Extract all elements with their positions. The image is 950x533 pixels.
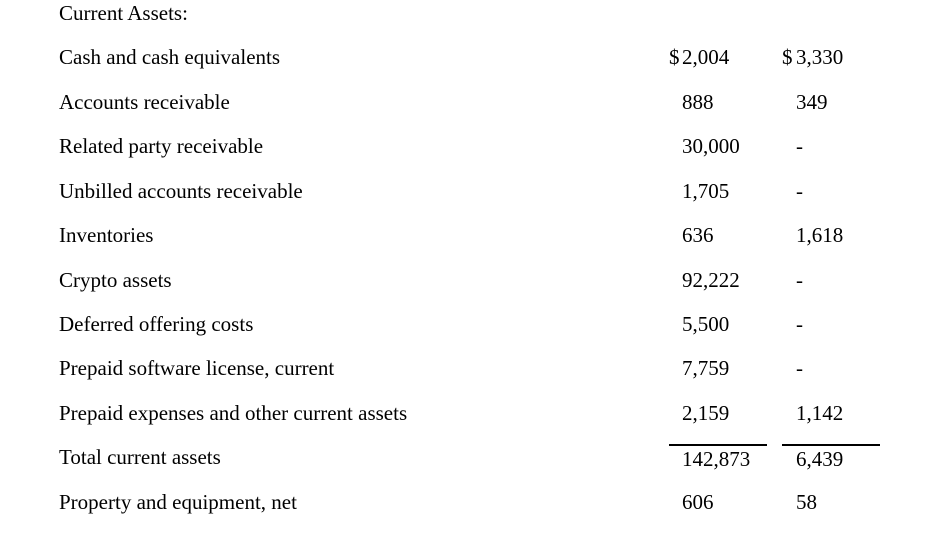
amount-col1 — [669, 89, 767, 115]
amount-value: 636 — [682, 223, 714, 248]
table-row — [0, 355, 950, 399]
amount-col1 — [669, 0, 767, 26]
amount-value: 606 — [682, 489, 714, 514]
table-row — [0, 178, 950, 222]
row-label: Cash and cash equivalents — [59, 45, 281, 70]
amount-col1 — [669, 267, 767, 293]
section-header-row — [0, 0, 950, 44]
amount-col2 — [782, 400, 880, 426]
amount-col2 — [782, 0, 880, 26]
amount-value: - — [796, 356, 803, 381]
amount-value: 2,159 — [682, 400, 730, 425]
amount-col1 — [669, 400, 767, 426]
row-label: Crypto assets — [59, 267, 172, 292]
row-label: Accounts receivable — [59, 89, 230, 114]
amount-col2 — [782, 178, 880, 204]
amount-value: 1,618 — [796, 223, 844, 248]
amount-col1 — [669, 489, 767, 515]
amount-value: - — [796, 267, 803, 292]
amount-value: - — [796, 134, 803, 159]
table-row — [0, 222, 950, 266]
amount-col2 — [782, 267, 880, 293]
amount-value: 1,705 — [682, 178, 730, 203]
table-row — [0, 267, 950, 311]
amount-value: 30,000 — [682, 134, 740, 159]
amount-col1 — [669, 178, 767, 204]
amount-col2 — [782, 444, 880, 472]
amount-value: 5,500 — [682, 311, 730, 336]
amount-col2 — [782, 44, 880, 70]
currency-symbol: $ — [669, 45, 680, 70]
amount-col1 — [669, 311, 767, 337]
table-row — [0, 44, 950, 88]
total-row — [0, 444, 950, 488]
row-label: Prepaid software license, current — [59, 356, 335, 381]
amount-value: 92,222 — [682, 267, 740, 292]
amount-value: 58 — [796, 489, 817, 514]
amount-value: 888 — [682, 89, 714, 114]
amount-value: - — [796, 178, 803, 203]
amount-value: 1,142 — [796, 400, 844, 425]
row-label: Total current assets — [59, 445, 221, 470]
amount-col1 — [669, 444, 767, 472]
amount-col1 — [669, 133, 767, 159]
currency-symbol: $ — [782, 45, 793, 70]
table-row — [0, 311, 950, 355]
amount-value: 2,004 — [682, 45, 730, 70]
amount-col2 — [782, 89, 880, 115]
row-label: Current Assets: — [59, 1, 188, 25]
row-label: Deferred offering costs — [59, 311, 254, 336]
table-row — [0, 133, 950, 177]
amount-value: - — [796, 311, 803, 336]
amount-value: 3,330 — [796, 45, 844, 70]
amount-col2 — [782, 311, 880, 337]
amount-col2 — [782, 222, 880, 248]
row-label: Prepaid expenses and other current assets — [59, 400, 408, 425]
table-row — [0, 489, 950, 533]
amount-col2 — [782, 489, 880, 515]
amount-value: 7,759 — [682, 356, 730, 381]
row-label: Inventories — [59, 223, 154, 248]
row-label: Related party receivable — [59, 134, 264, 159]
row-label: Property and equipment, net — [59, 489, 297, 514]
table-row — [0, 400, 950, 444]
amount-col1 — [669, 355, 767, 381]
amount-col1 — [669, 222, 767, 248]
amount-value: 6,439 — [796, 447, 844, 472]
amount-value: 349 — [796, 89, 828, 114]
amount-col2 — [782, 133, 880, 159]
row-label: Unbilled accounts receivable — [59, 178, 303, 203]
amount-col1 — [669, 44, 767, 70]
amount-value: 142,873 — [682, 447, 751, 472]
table-row — [0, 89, 950, 133]
amount-col2 — [782, 355, 880, 381]
